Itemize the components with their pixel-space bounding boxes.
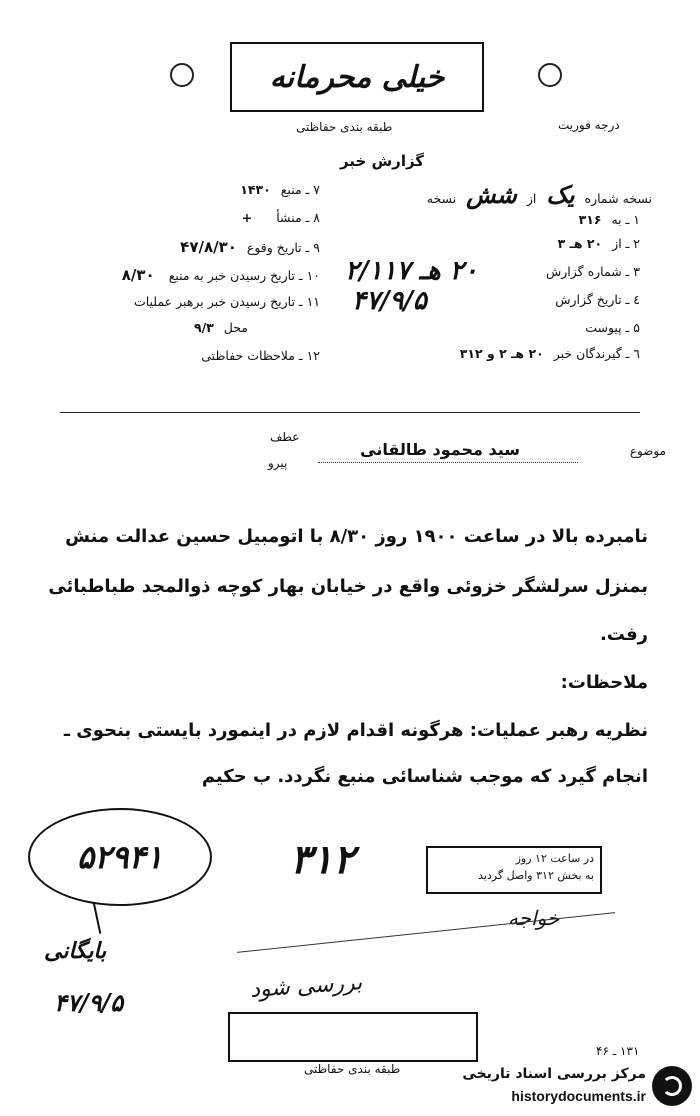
stamp-top-text: خیلی محرمانه	[269, 59, 445, 95]
right-field-5	[585, 320, 640, 335]
right-field-2	[558, 236, 640, 251]
field-label: ۵ ـ پیوست	[585, 320, 640, 335]
receipt-stamp-line-2: به بخش ۳۱۲ واصل گردید	[478, 869, 594, 882]
punch-hole	[170, 63, 194, 87]
handwritten-report-number: ۲۰ هـ ۲/۱۱۷	[345, 256, 478, 286]
atf-label: عطف	[270, 430, 300, 444]
peyro-label: پیرو	[268, 456, 288, 470]
big-handwritten-number: ۳۱۲	[290, 836, 355, 883]
left-field-7	[240, 182, 320, 197]
circled-archive-number	[28, 808, 212, 906]
field-label: ۸ ـ منشأ	[276, 210, 320, 225]
field-label: ٦ ـ گیرندگان خبر	[553, 346, 640, 361]
field-value: ۲۰ هـ ۳	[557, 236, 603, 251]
watermark-logo-icon	[652, 1066, 692, 1106]
subject-label: موضوع	[629, 444, 666, 458]
right-field-6	[460, 346, 640, 361]
body-line-4: نظریه رهبر عملیات: هرگونه اقدام لازم در اینمورد بایستی بنحوی ـ	[63, 720, 648, 741]
bottom-classification-stamp	[228, 1012, 478, 1062]
body-line-3: رفت.	[599, 624, 648, 645]
watermark-line-2: historydocuments.ir	[511, 1088, 646, 1104]
copy-line-suffix: نسخه	[426, 191, 457, 206]
right-field-4	[555, 292, 640, 307]
field-value: ۲۰ هـ ۲ و ۳۱۲	[459, 346, 544, 361]
left-field-12	[201, 348, 320, 363]
body-line-5: انجام گیرد که موجب شناسائی منبع نگردد. ب حکیم	[201, 766, 648, 787]
receipt-stamp-line-1: در ساعت ۱۲ روز	[515, 852, 594, 865]
punch-hole	[538, 63, 562, 87]
left-note-archive: بایگانی	[44, 938, 107, 964]
copy-line	[427, 180, 652, 209]
signature-scrawl-line	[237, 912, 615, 953]
watermark	[446, 1064, 696, 1112]
receipt-stamp	[426, 846, 602, 894]
handwritten-report-date: ۴۷/۹/۵	[352, 286, 427, 316]
field-label: ٤ ـ تاریخ گزارش	[555, 292, 640, 307]
bottom-classification-label: طبقه بندی حفاظتی	[304, 1062, 401, 1076]
urgency-label: درجه فوریت	[558, 118, 620, 132]
field-value: ۳۱۶	[578, 212, 602, 227]
left-field-11	[134, 294, 320, 309]
bottom-code: ۱۳۱ ـ ۴۶	[596, 1044, 640, 1058]
field-value: +	[241, 210, 253, 225]
subject-dotted-line	[318, 462, 578, 463]
field-label: ۱۱ ـ تاریخ رسیدن خبر برهبر عملیات	[133, 294, 320, 309]
signature-note: خواجه	[508, 906, 560, 930]
section-divider	[60, 412, 640, 413]
left-field-8	[242, 210, 320, 225]
right-field-1	[579, 212, 640, 227]
circled-number-text: ۵۲۹۴۱	[77, 838, 163, 876]
field-label: ۷ ـ منبع	[280, 182, 320, 197]
left-field-10	[122, 266, 320, 284]
field-label: ۲ ـ از	[612, 236, 640, 251]
top-classification-stamp	[230, 42, 484, 112]
handwritten-scrawl: بررسی شود	[249, 970, 363, 1003]
field-label: ۱۲ ـ ملاحظات حفاظتی	[201, 348, 320, 363]
field-value: ۴۷/۸/۳۰	[180, 238, 237, 256]
field-label: ۹ ـ تاریخ وقوع	[246, 240, 320, 255]
subject-value: سید محمود طالقانی	[360, 440, 520, 459]
copy-line-mid: از	[526, 191, 537, 206]
copy-total: شش	[466, 180, 517, 209]
field-label: ۱ ـ به	[611, 212, 640, 227]
body-line-1: نامبرده بالا در ساعت ۱۹۰۰ روز ۸/۳۰ با اتومبیل حسین عدالت منش	[65, 526, 648, 547]
copy-number: یک	[546, 180, 575, 209]
left-field-location	[194, 320, 248, 335]
left-note-date: ۴۷/۹/۵	[54, 988, 124, 1017]
field-value: ۹/۳	[193, 320, 214, 335]
copy-line-prefix: نسخه شماره	[584, 191, 652, 206]
field-label: ۱۰ ـ تاریخ رسیدن خبر به منبع	[168, 268, 320, 283]
remarks-label: ملاحظات:	[560, 672, 648, 693]
form-title: گزارش خبر	[340, 152, 425, 170]
right-field-3	[546, 264, 640, 279]
field-value: ۱۴۳۰	[240, 182, 271, 197]
field-label: ۳ ـ شماره گزارش	[545, 264, 640, 279]
left-field-9	[180, 238, 320, 256]
classification-label: طبقه بندی حفاظتی	[296, 120, 393, 134]
field-value: ۸/۳۰	[121, 266, 155, 284]
arrow-line	[93, 902, 102, 934]
watermark-line-1: مرکز بررسی اسناد تاریخی	[462, 1066, 646, 1082]
field-label: محل	[223, 320, 248, 335]
body-line-2: بمنزل سرلشگر خزوئی واقع در خیابان بهار کوچه ذوالمجد طباطبائی	[48, 576, 648, 597]
